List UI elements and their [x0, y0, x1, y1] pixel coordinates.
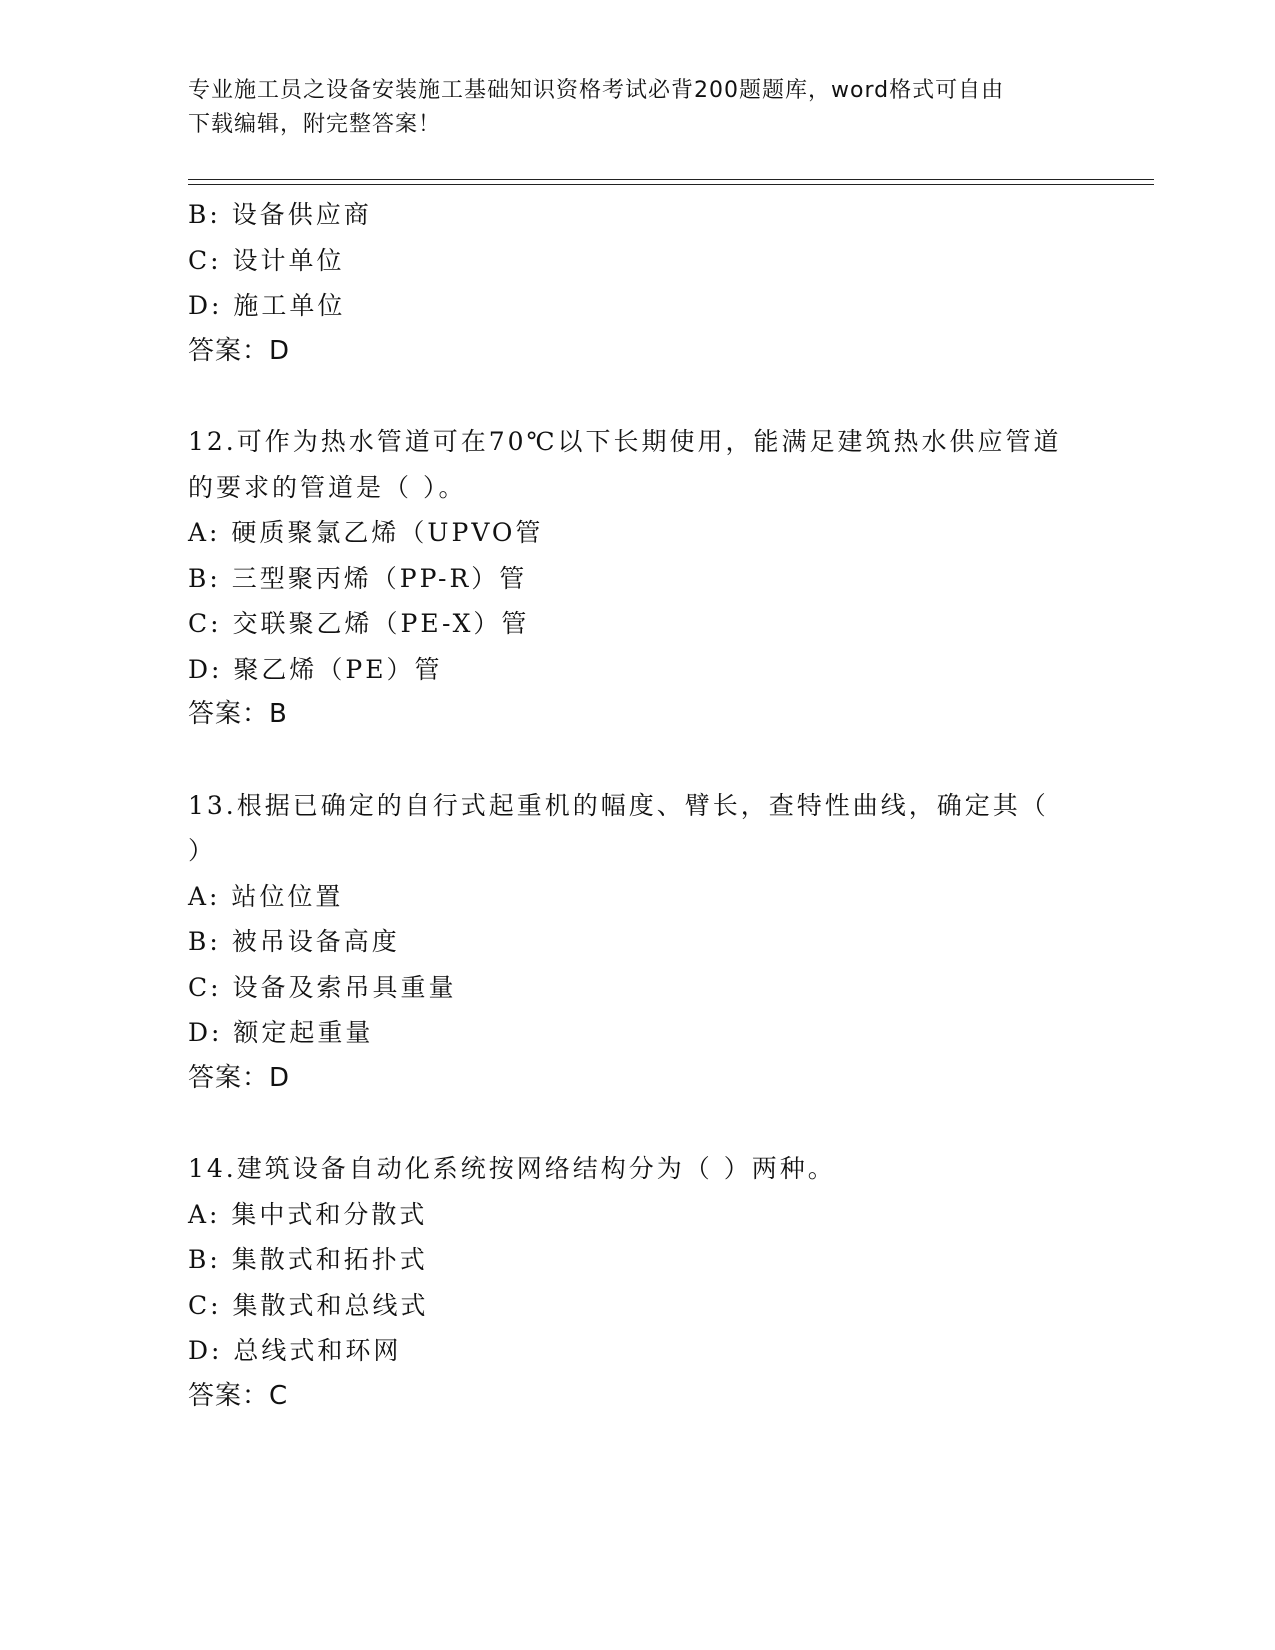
option-a: A: 集中式和分散式 [188, 1199, 428, 1229]
option-c: C: 设备及索吊具重量 [188, 972, 457, 1002]
page-header [188, 74, 1088, 142]
option-c: C: 设计单位 [188, 245, 345, 275]
option-b: B: 集散式和拓扑式 [188, 1245, 428, 1274]
option-a: A: 硬质聚氯乙烯（UPVO管 [188, 518, 544, 547]
option-b: B: 被吊设备高度 [188, 927, 400, 956]
option-c: C: 交联聚乙烯（PE-X）管 [188, 609, 530, 638]
option-a: A: 站位位置 [188, 881, 344, 911]
header-rule-bottom [188, 184, 1154, 185]
question-13 [188, 783, 1088, 1102]
answer: 答案：D [188, 335, 291, 366]
option-d: D: 额定起重量 [188, 1018, 374, 1047]
option-d: D: 聚乙烯（PE）管 [188, 654, 443, 684]
header-rule-top [188, 179, 1154, 180]
option-b: B: 设备供应商 [188, 200, 372, 229]
header-line-2: 下载编辑，附完整答案！ [188, 112, 442, 137]
answer: 答案：B [188, 699, 288, 729]
header-line-1: 专业施工员之设备安装施工基础知识资格考试必背200题题库，word格式可自由 [188, 78, 1005, 103]
question-12 [188, 419, 1088, 738]
question-11-tail [188, 192, 1088, 374]
question-stem-line-2: ） [188, 836, 217, 865]
answer: 答案：C [188, 1380, 289, 1411]
option-d: D: 总线式和环网 [188, 1336, 402, 1365]
answer: 答案：D [188, 1062, 291, 1093]
option-c: C: 集散式和总线式 [188, 1290, 429, 1320]
option-b: B: 三型聚丙烯（PP-R）管 [188, 563, 528, 593]
question-stem-line-1: 14.建筑设备自动化系统按网络结构分为（ ）两种。 [188, 1154, 836, 1183]
question-14 [188, 1146, 1088, 1419]
question-list [188, 192, 1088, 1419]
question-stem-line-1: 12.可作为热水管道可在70℃以下长期使用，能满足建筑热水供应管道 [188, 427, 1062, 456]
question-stem-line-2: 的要求的管道是（ ）。 [188, 472, 467, 502]
option-d: D: 施工单位 [188, 291, 346, 320]
question-stem-line-1: 13.根据已确定的自行式起重机的幅度、臂长，查特性曲线，确定其（ [188, 790, 1049, 820]
